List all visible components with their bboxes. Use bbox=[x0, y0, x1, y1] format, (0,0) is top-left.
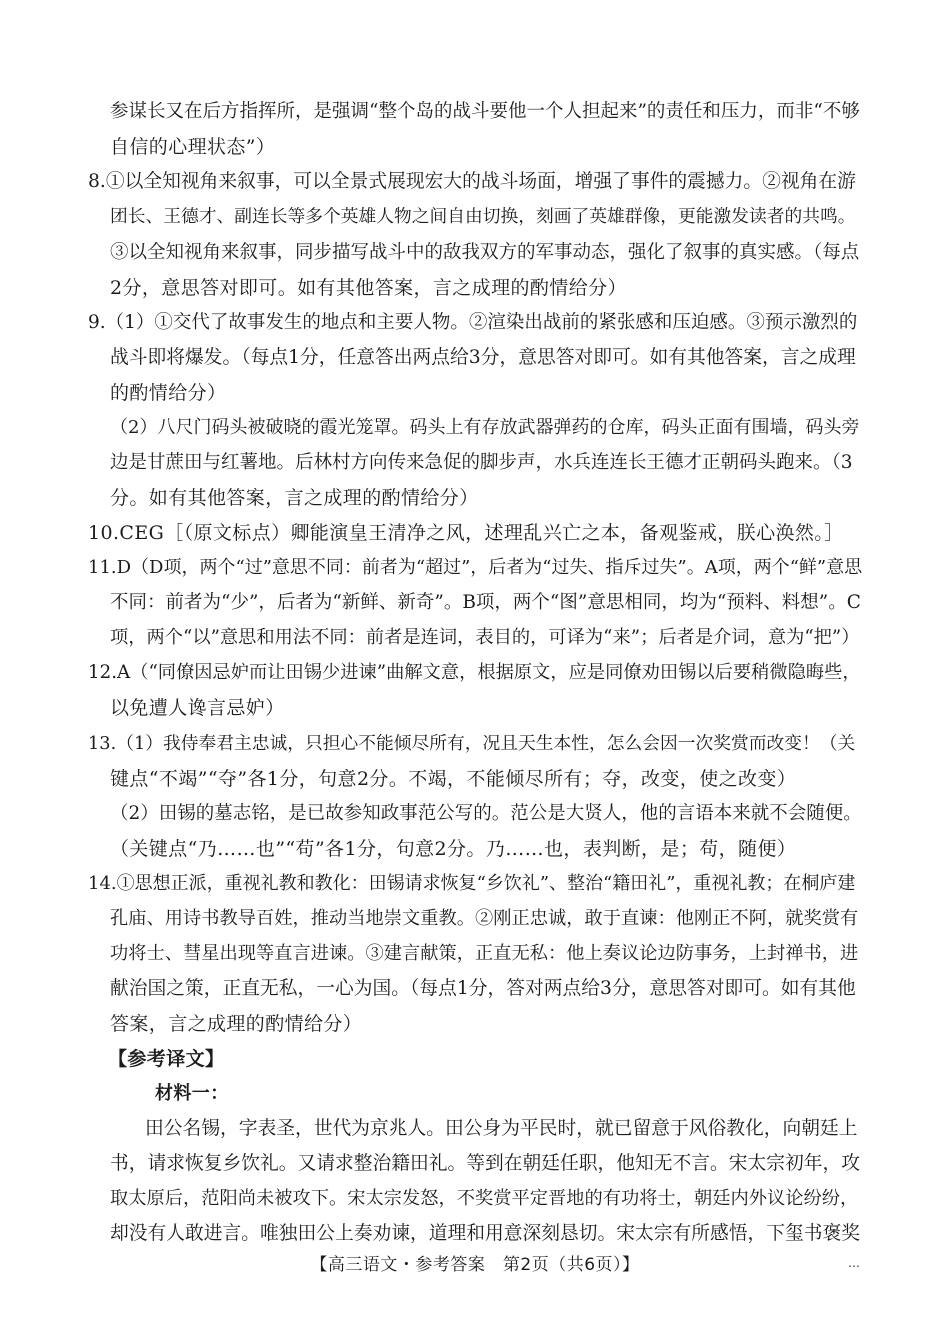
text-line: （关键点“乃……也”“苟”各1分，句意2分。乃……也，表判断，是；苟，随便） bbox=[110, 838, 797, 860]
text-line: （2）田锡的墓志铭，是已故参知政事范公写的。范公是大贤人，他的言语本来就不会随便。 bbox=[110, 803, 862, 824]
text-line: 参谋长又在后方指挥所，是强调“整个岛的战斗要他一个人担起来”的责任和压力，而非“不够 bbox=[110, 101, 860, 122]
translation-line: 取太原后，范阳尚未被攻下。宋太宗发怒，不奖赏平定晋地的有功将士，朝廷内外议论纷纷， bbox=[110, 1188, 859, 1209]
answer-9-line: 9.（1）①交代了故事发生的地点和主要人物。②渲染出战前的紧张感和压迫感。③预示激烈的 bbox=[88, 312, 858, 333]
text-line: ③以全知视角来叙事，同步描写战斗中的敌我双方的军事动态，强化了叙事的真实感。（每点 bbox=[110, 242, 860, 263]
text-line: 答案，言之成理的酌情给分） bbox=[110, 1013, 363, 1035]
text-line: 2分，意思答对即可。如有其他答案，言之成理的酌情给分） bbox=[110, 277, 627, 299]
text-line: 孔庙、用诗书教导百姓，推动当地崇文重教。②刚正忠诚，敢于直谏：他刚正不阿，就奖赏有 bbox=[110, 908, 859, 929]
page-mark: … bbox=[848, 1256, 860, 1270]
text-line: 战斗即将爆发。（每点1分，任意答出两点给3分，意思答对即可。如有其他答案，言之成理 bbox=[110, 347, 856, 368]
translation-line: 书，请求恢复乡饮礼。又请求整治籍田礼。等到在朝廷任职，他知无不言。宋太宗初年，攻 bbox=[110, 1153, 860, 1174]
text-line: 以免遭人谗言忌妒） bbox=[110, 697, 285, 719]
text-line: 献治国之策，正直无私，一心为国。（每点1分，答对两点给3分，意思答对即可。如有其他 bbox=[110, 978, 856, 999]
text-line: 项，两个“以”意思和用法不同：前者是连词，表目的，可译为“来”；后者是介词，意为“把”） bbox=[110, 627, 860, 648]
reference-translation-heading: 【参考译文】 bbox=[108, 1048, 225, 1070]
text-line: 边是甘蔗田与红薯地。后林村方向传来急促的脚步声，水兵连连长王德才正朝码头跑来。（3 bbox=[110, 452, 853, 473]
answer-13-line: 13.（1）我侍奉君主忠诚，只担心不能倾尽所有，况且天生本性，怎么会因一次奖赏而改变！（关 bbox=[88, 734, 856, 754]
translation-line: 田公名锡，字表圣，世代为京兆人。田公身为平民时，就已留意于风俗教化，向朝廷上 bbox=[145, 1118, 858, 1139]
text-line: 不同：前者为“少”，后者为“新鲜、新奇”。B项，两个“图”意思相同，均为“预料、料想”。C bbox=[110, 592, 861, 613]
answer-12-line: 12.A（“同僚因忌妒而让田锡少进谏”曲解文意，根据原文，应是同僚劝田锡以后要稍微隐晦些， bbox=[88, 662, 861, 683]
answer-8-line: 8.①以全知视角来叙事，可以全景式展现宏大的战斗场面，增强了事件的震撼力。②视角在游 bbox=[88, 171, 856, 192]
translation-line: 却没有人敢进言。唯独田公上奏劝谏，道理和用意深刻恳切。宋太宗有所感悟，下玺书褒奖 bbox=[110, 1223, 860, 1244]
page-footer: 【高三语文・参考答案 第2页（共6页）】 bbox=[310, 1255, 640, 1275]
text-line: （2）八尺门码头被破晓的霞光笼罩。码头上有存放武器弹药的仓库，码头正面有围墙，码头旁 bbox=[110, 417, 860, 438]
answer-14-line: 14.①思想正派，重视礼教和教化：田锡请求恢复“乡饮礼”、整治“籍田礼”，重视礼教；在桐庐建 bbox=[88, 873, 856, 894]
text-line: 功将士、彗星出现等直言进谏。③建言献策，正直无私：他上奏议论边防事务，上封禅书，进 bbox=[110, 943, 859, 964]
answer-11-line: 11.D（D项，两个“过”意思不同：前者为“超过”，后者为“过失、指斥过失”。A项，两个“鲜”意思 bbox=[88, 557, 863, 578]
text-line: 自信的心理状态”） bbox=[110, 136, 276, 158]
text-line: 的酌情给分） bbox=[110, 382, 227, 404]
text-line: 团长、王德才、副连长等多个英雄人物之间自由切换，刻画了英雄群像，更能激发读者的共鸣。 bbox=[110, 207, 856, 227]
text-line: 分。如有其他答案，言之成理的酌情给分） bbox=[110, 487, 479, 509]
answer-10-line: 10.CEG［（原文标点）卿能演皇王清净之风，述理乱兴亡之本，备观鉴戒，朕心涣然。］ bbox=[88, 522, 844, 544]
text-line: 键点“不竭”“夺”各1分，句意2分。不竭，不能倾尽所有；夺，改变，使之改变） bbox=[110, 768, 797, 790]
material-one-heading: 材料一： bbox=[155, 1083, 229, 1104]
